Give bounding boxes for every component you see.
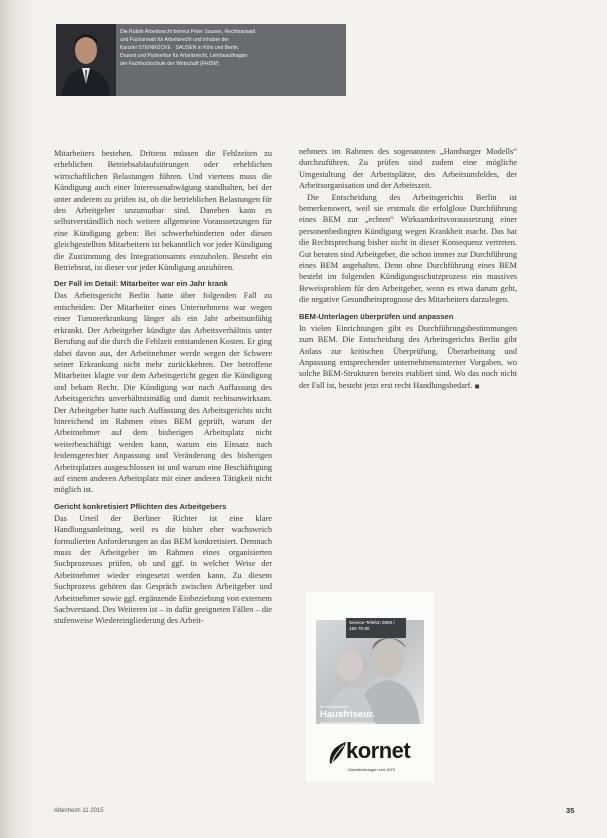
ad-service-phone: Service-Telefon 0800 / 190 70 80 xyxy=(346,618,406,638)
article-column-right xyxy=(299,146,517,392)
section-heading: Der Fall im Detail: Mitarbeiter war ein Jahr krank xyxy=(54,279,228,289)
article-column-left xyxy=(54,148,272,627)
ad-headline: Hausfriseur. xyxy=(320,709,375,720)
section-heading: BEM-Unterlagen überprüfen und anpassen xyxy=(299,311,454,321)
article-paragraph xyxy=(299,323,517,392)
ad-logo-wordmark: kornet xyxy=(346,738,411,763)
author-portrait-icon xyxy=(56,24,116,96)
author-bio-line: Die Rubrik Arbeitsrecht betreut Peter Sausen, Rechtsanwalt xyxy=(120,29,256,35)
author-bio-line: der Fachhochschule der Wirtschaft (FHDW) xyxy=(120,61,219,67)
article-paragraph: Die Entscheidung des Arbeitsgerichts Berlin ist bemerkenswert, weil sie erstmals die erfolglose Durchführung eines BEM zur „echten“ Wirksamkeitsvoraussetzung einer personenbedingten Kündigung wegen Krankheit macht. Das hat die Rechtsprechung bisher nicht in dieser Konsequenz vertreten. Gut beraten sind Arbeitgeber, die schon immer zur Durchführung eines BEM angehalten. Denn ohne Durchführung eines BEM besteht im folgenden Kündigungsschutzprozess ein massives Beweisproblem für den Arbeitgeber, wenn es etwa darum geht, die negative Gesundheitsprognose des Mitarbeiters darzulegen. xyxy=(299,192,517,305)
article-paragraph: Mitarbeiters bestehen. Drittens müssen die Fehlzeiten zu erheblichen Betriebsablaufstörungen oder erheblichen wirtschaftlichen Belastungen führen. Und viertens muss die Kündigung auch einer Interessenabwägung standhalten, bei der unter anderem zu prüfen ist, ob die betrieblichen Belastungen für den Arbeitgeber unzumutbar sind. Daneben kann es selbstverständlich noch weitere allgemeine Voraussetzungen für eine Kündigung geben: Bei schwerbehinderten oder diesen gleichgestellten Mitarbeitern ist bekanntlich vor jeder Kündigung die Zustimmung des Integrationsamts einzuholen. Besteht ein Betriebsrat, ist dieser vor jeder Kündigung anzuhören. xyxy=(54,149,272,273)
ad-logo-row xyxy=(328,738,432,772)
author-info-box xyxy=(56,24,346,96)
section-heading: Gericht konkretisiert Pflichten des Arbeitgebers xyxy=(54,501,227,511)
footer-publication: Altenheim 11 2015 xyxy=(54,808,104,814)
page-binding-shadow xyxy=(0,0,32,838)
author-photo xyxy=(56,24,116,96)
ad-tagline: Dienstleistungen seit 1975 xyxy=(348,767,395,772)
article-end-icon: ◼ xyxy=(474,382,480,390)
article-paragraph: Das Arbeitsgericht Berlin hatte über folgenden Fall zu entscheiden: Der Mitarbeiter eines Unternehmens war wegen einer Tumorerkrankung länger als ein Jahr arbeitsunfähig erkrankt. Der Arbeitgeber kündigte das Arbeitsverhältnis unter Berufung auf die durch die Fehlzeit entstandenen Kosten. Er ging dabei davon aus, der Arbeitnehmer werde wegen der Schwere seiner Erkrankung nicht mehr zurückkehren. Der betroffene Mitarbeiter klagte vor dem Arbeitsgericht gegen die Kündigung und bekam Recht. Die Kündigung war nach Auffassung des Arbeitsgerichts unverhältnismäßig und damit rechtsunwirksam. Der Arbeitgeber hatte nach Auffassung des Arbeitsgerichts nicht hinreichend im Rahmen eines BEM geprüft, warum der Arbeitnehmer auf dem bisherigen Arbeitsplatz nicht weiterbeschäftigt werden kann, warum ein Einsatz nach leidensgerechter Anpassung und Veränderung des bisherigen Arbeitsplatzes ausgeschlossen ist und warum eine Beschäftigung auf einem anderen Arbeitsplatz mit einer anderen Tätigkeit nicht möglich ist. xyxy=(54,291,272,495)
article-paragraph: Das Urteil der Berliner Richter ist eine klare Handlungsanleitung, weil es die bisher eher wachsweich formulierten Anforderungen an das BEM konkretisiert. Demnach muss der Arbeitgeber im Rahmen eines organisierten Suchprozesses prüfen, ob und ggf. in welcher Weise der Arbeitnehmer wieder eingesetzt werden kann. Zu diesem Suchprozess gehören das Gespräch zwischen Arbeitgeber und Arbeitnehmer sowie ggf. ergänzende Einbeziehung von externem Sachverstand. Des Weiteren ist – in dafür geeigneten Fällen – die stufenweise Wiedereingliederung des Arbeit- xyxy=(54,513,272,626)
kornet-leaf-logo-icon xyxy=(328,740,348,766)
kornet-advertisement[interactable] xyxy=(306,592,434,782)
ad-url[interactable]: www.kornet-dienstleistungen.de xyxy=(320,720,377,725)
author-bio xyxy=(120,28,342,94)
author-bio-line: Kanzlei STEINRÜCKE · SAUSEN in Köln und Berlin. xyxy=(120,45,240,51)
author-bio-line: Dozent und Partneritor für Arbeitsrecht, Lehrbeauftragter xyxy=(120,53,248,59)
page-number: 35 xyxy=(566,806,575,815)
article-paragraph: nehmers im Rahmen des sogenannten „Hamburger Modells“ durchzuführen. Zu prüfen sind zudem eine mögliche Umgestaltung der Arbeitsplätze, des Arbeitsumfeldes, der Arbeitsorganisation und der Arbeitszeit. xyxy=(299,147,517,191)
article-paragraph-text: In vielen Einrichtungen gibt es Durchführungsbestimmungen zum BEM. Die Entscheidung des Arbeitsgerichts Berlin gibt Anlass zur kritischen Überprüfung, Überarbeitung und Anpassung entsprechender unternehmensinterner Vorgaben, wo solche BEM-Strukturen bereits etabliert sind. Wo das noch nicht der Fall ist, besteht jetzt erst recht Handlungsbedarf. xyxy=(299,323,517,390)
ad-small-text: Ihr europäischer xyxy=(320,704,349,709)
author-bio-line: und Fachanwalt für Arbeitsrecht und Inhaber der xyxy=(120,37,230,43)
